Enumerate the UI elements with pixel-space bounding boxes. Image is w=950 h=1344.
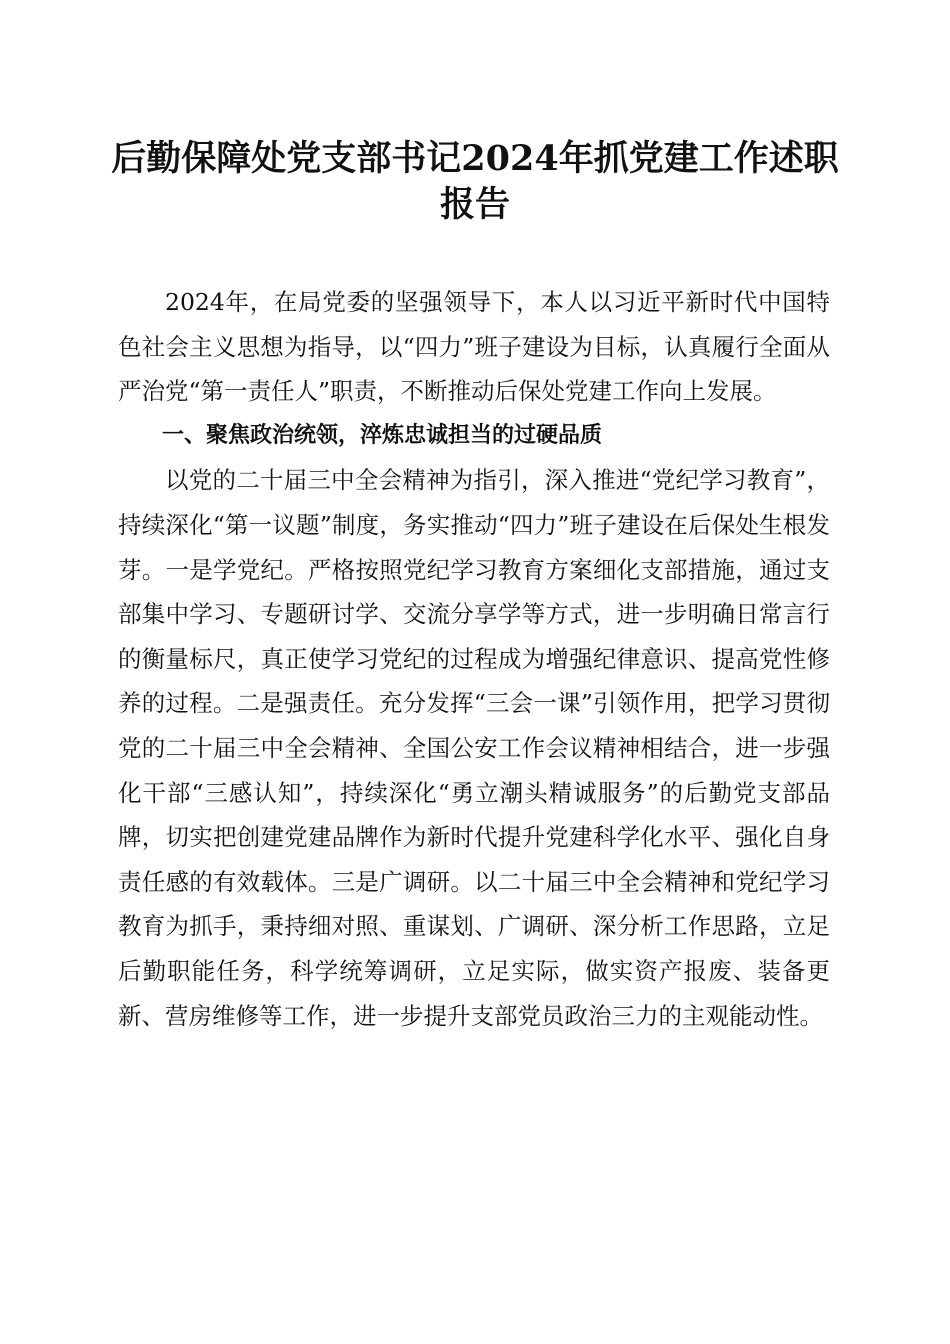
section-heading: 一、聚焦政治统领，淬炼忠诚担当的过硬品质: [162, 422, 603, 448]
intro-paragraph: 2024年，在局党委的坚强领导下，本人以习近平新时代中国特色社会主义思想为指导，以“四力”班子建设为目标，认真履行全面从严治党“第一责任人”职责，不断推动后保处党建工作向上发展。: [118, 288, 830, 406]
document-body: [118, 280, 830, 1038]
section-paragraph: 以党的二十届三中全会精神为指引，深入推进“党纪学习教育”，持续深化“第一议题”制度，务实推动“四力”班子建设在后保处生根发芽。一是学党纪。严格按照党纪学习教育方案细化支部措施，通过支部集中学习、专题研讨学、交流分享学等方式，进一步明确日常言行的衡量标尺，真正使学习党纪的过程成为增强纪律意识、提高党性修养的过程。二是强责任。充分发挥“三会一课”引领作用，把学习贯彻党的二十届三中全会精神、全国公安工作会议精神相结合，进一步强化干部“三感认知”，持续深化“勇立潮头精诚服务”的后勤党支部品牌，切实把创建党建品牌作为新时代提升党建科学化水平、强化自身责任感的有效载体。三是广调研。以二十届三中全会精神和党纪学习教育为抓手，秉持细对照、重谋划、广调研、深分析工作思路，立足后勤职能任务，科学统筹调研，立足实际，做实资产报废、装备更新、营房维修等工作，进一步提升支部党员政治三力的主观能动性。: [118, 466, 830, 1030]
document-title: 后勤保障处党支部书记2024年抓党建工作述职报告: [111, 138, 839, 225]
